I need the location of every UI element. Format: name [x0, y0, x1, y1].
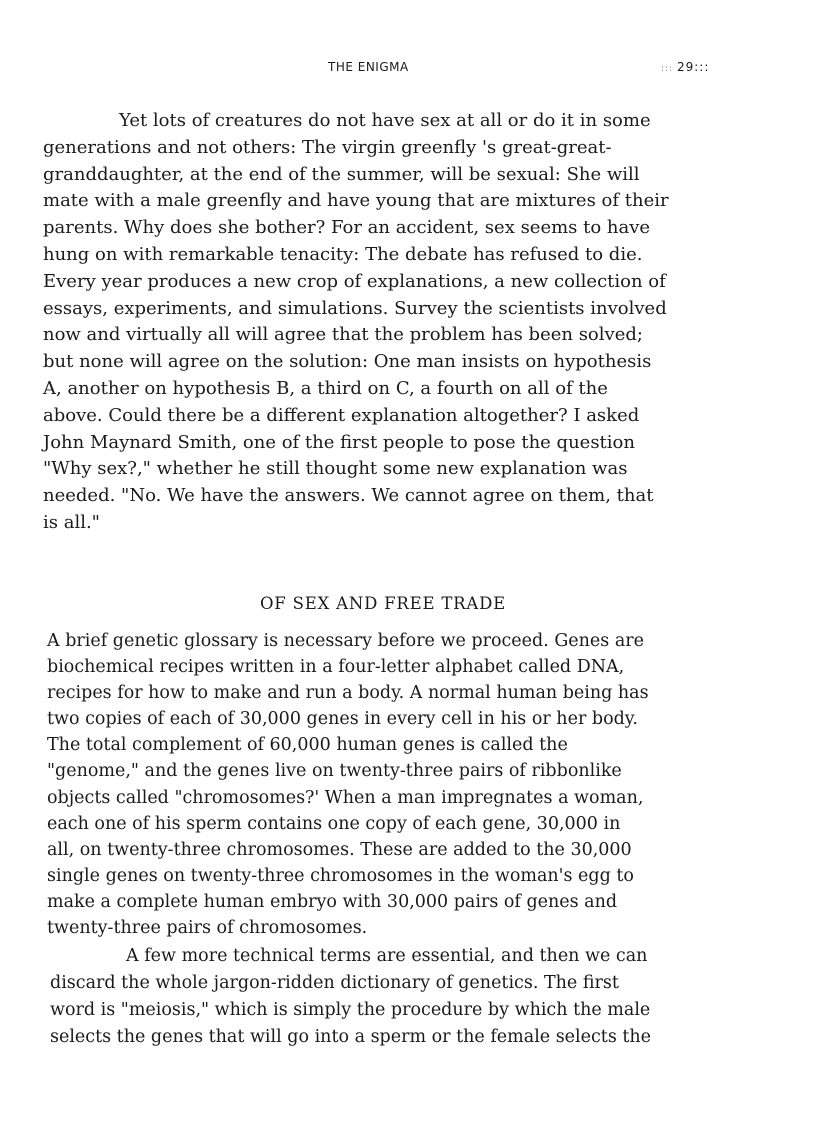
page-number-value: 29 — [676, 60, 695, 74]
page-number-suffix: ::: — [694, 60, 710, 74]
text-line: mate with a male greenfly and have young that are mixtures of their — [43, 190, 669, 212]
text-line: selects the genes that will go into a sperm or the female selects the — [50, 1027, 652, 1047]
text-line: word is "meiosis," which is simply the procedure by which the male — [50, 1000, 651, 1020]
text-line: but none will agree on the solution: One man insists on hypothesis — [43, 351, 652, 373]
text-line: objects called "chromosomes?' When a man impregnates a woman, — [47, 787, 644, 808]
text-line: "genome," and the genes live on twenty-three pairs of ribbonlike — [47, 761, 622, 782]
text-line: generations and not others: The virgin greenfly 's great-great- — [43, 136, 612, 158]
running-head — [0, 60, 816, 80]
running-title: THE ENIGMA — [328, 60, 409, 74]
text-line: The total complement of 60,000 human genes is called the — [47, 735, 568, 756]
text-line: two copies of each of 30,000 genes in every cell in his or her body. — [47, 709, 638, 730]
paragraph-1 — [43, 108, 743, 537]
text-line: A few more technical terms are essential, and then we can — [126, 946, 648, 966]
section-heading: OF SEX AND FREE TRADE — [259, 594, 506, 613]
text-line: all, on twenty-three chromosomes. These are added to the 30,000 — [47, 839, 632, 860]
page-number — [661, 60, 709, 74]
text-line: Every year produces a new crop of explanations, a new collection of — [43, 270, 666, 292]
paragraph-3 — [50, 943, 750, 1051]
paragraph-2 — [47, 628, 747, 941]
text-line: is all." — [43, 511, 100, 533]
text-line: single genes on twenty-three chromosomes in the woman's egg to — [47, 865, 634, 886]
text-line: now and virtually all will agree that the problem has been solved; — [43, 324, 643, 346]
text-line: "Why sex?," whether he still thought some new explanation was — [43, 458, 628, 480]
text-line: make a complete human embryo with 30,000 pairs of genes and — [47, 891, 618, 912]
text-line: Yet lots of creatures do not have sex at all or do it in some — [119, 110, 651, 131]
text-line: biochemical recipes written in a four-letter alphabet called DNA, — [47, 657, 625, 678]
text-line: granddaughter, at the end of the summer, will be sexual: She will — [43, 163, 640, 185]
text-line: discard the whole jargon-ridden dictionary of genetics. The first — [50, 973, 619, 993]
text-line: A brief genetic glossary is necessary before we proceed. Genes are — [47, 631, 644, 651]
text-line: essays, experiments, and simulations. Survey the scientists involved — [43, 297, 667, 319]
page-number-prefix: ::: — [661, 64, 677, 74]
text-line: recipes for how to make and run a body. A normal human being has — [47, 683, 649, 704]
text-line: hung on with remarkable tenacity: The debate has refused to die. — [43, 243, 643, 265]
text-line: needed. "No. We have the answers. We cannot agree on them, that — [43, 485, 654, 507]
text-line: parents. Why does she bother? For an accident, sex seems to have — [43, 217, 651, 239]
text-line: A, another on hypothesis B, a third on C, a fourth on all of the — [43, 377, 608, 399]
text-line: each one of his sperm contains one copy of each gene, 30,000 in — [47, 813, 621, 834]
text-line: twenty-three pairs of chromosomes. — [47, 918, 368, 939]
text-line: John Maynard Smith, one of the first people to pose the question — [43, 431, 635, 453]
text-line: above. Could there be a different explanation altogether? I asked — [43, 404, 640, 426]
